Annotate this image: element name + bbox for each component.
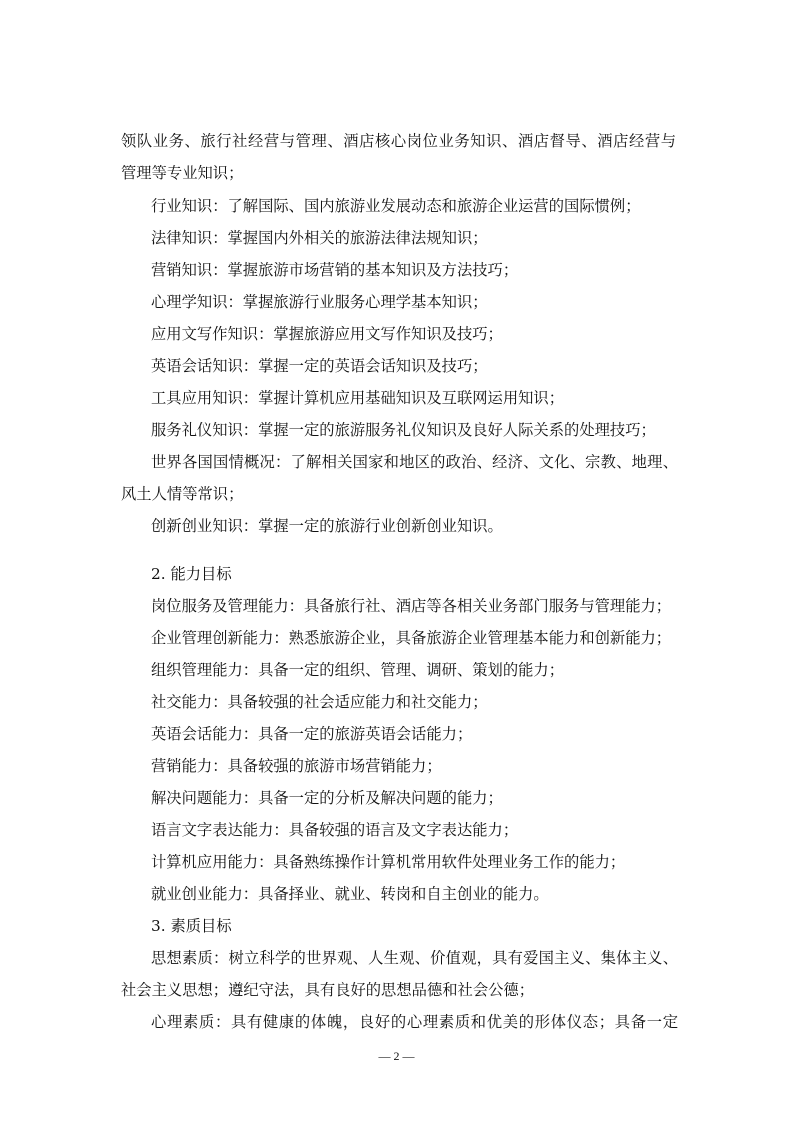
paragraph-line: 法律知识：掌握国内外相关的旅游法律法规知识； [151,229,488,247]
paragraph-line: 工具应用知识：掌握计算机应用基础知识及互联网运用知识； [151,389,565,407]
paragraph-line: 解决问题能力：具备一定的分析及解决问题的能力； [151,789,503,807]
paragraph-line: 世界各国国情概况：了解相关国家和地区的政治、经济、文化、宗教、地理、 [151,453,678,471]
paragraph-line: 企业管理创新能力：熟悉旅游企业，具备旅游企业管理基本能力和创新能力； [151,629,672,647]
paragraph-line: 语言文字表达能力：具备较强的语言及文字表达能力； [151,821,519,839]
paragraph-line: 创新创业知识：掌握一定的旅游行业创新创业知识。 [151,517,503,535]
section-heading: 3. 素质目标 [151,917,232,935]
page-number: — 2 — [378,1049,415,1063]
paragraph-line: 服务礼仪知识：掌握一定的旅游服务礼仪知识及良好人际关系的处理技巧； [151,421,656,439]
paragraph-line: 社会主义思想；遵纪守法，具有良好的思想品德和社会公德； [121,981,535,999]
paragraph-line: 管理等专业知识； [121,164,244,182]
paragraph-line: 社交能力：具备较强的社会适应能力和社交能力； [151,693,488,711]
paragraph-line: 心理素质：具有健康的体魄，良好的心理素质和优美的形体仪态；具备一定 [151,1013,678,1031]
paragraph-line: 就业创业能力：具备择业、就业、转岗和自主创业的能力。 [151,885,549,903]
paragraph-line: 岗位服务及管理能力：具备旅行社、酒店等各相关业务部门服务与管理能力； [151,597,672,615]
paragraph-line: 营销知识：掌握旅游市场营销的基本知识及方法技巧； [151,261,519,279]
paragraph-line: 领队业务、旅行社经营与管理、酒店核心岗位业务知识、酒店督导、酒店经营与 [121,132,676,150]
section-heading: 2. 能力目标 [151,565,232,583]
paragraph-line: 英语会话知识：掌握一定的英语会话知识及技巧； [151,357,488,375]
paragraph-line: 营销能力：具备较强的旅游市场营销能力； [151,757,442,775]
paragraph-line: 思想素质：树立科学的世界观、人生观、价值观，具有爱国主义、集体主义、 [151,949,678,967]
paragraph-line: 应用文写作知识：掌握旅游应用文写作知识及技巧； [151,325,503,343]
paragraph-line: 行业知识：了解国际、国内旅游业发展动态和旅游企业运营的国际惯例； [151,197,641,215]
paragraph-line: 计算机应用能力：具备熟练操作计算机常用软件处理业务工作的能力； [151,853,626,871]
paragraph-line: 英语会话能力：具备一定的旅游英语会话能力； [151,725,473,743]
paragraph-line: 组织管理能力：具备一定的组织、管理、调研、策划的能力； [151,661,565,679]
paragraph-line: 心理学知识：掌握旅游行业服务心理学基本知识； [151,293,488,311]
paragraph-line: 风土人情等常识； [121,485,244,503]
